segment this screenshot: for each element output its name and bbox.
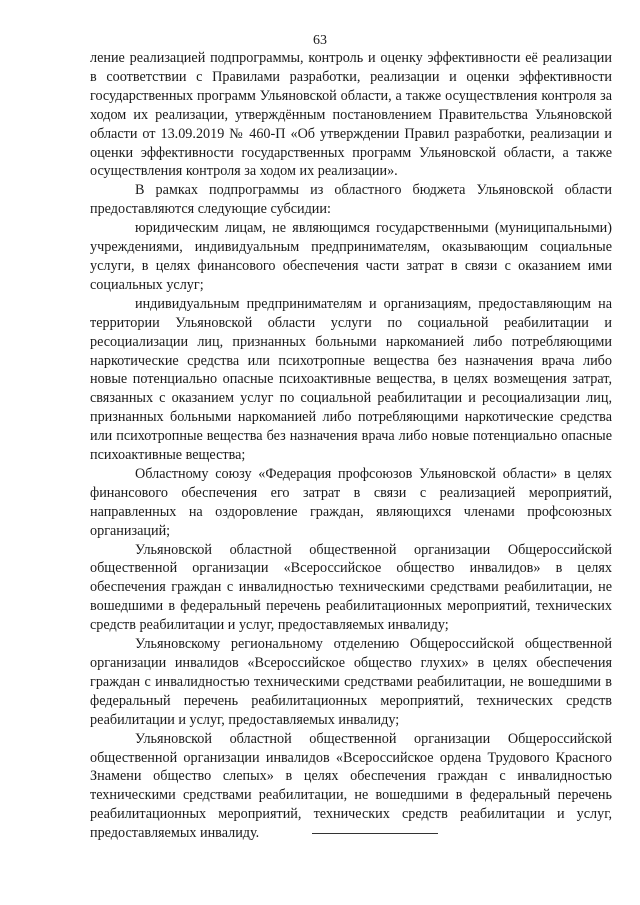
- paragraph-entrepreneurs: индивидуальным предпринимателям и организациям, предоставляющим на территории Ульяновской области услуги по социальной реабилитации и ресоциализации лиц, признанных больными наркоманией либо потребляющими наркотические средства или психотропные вещества без назначения врача либо новые потенциально опасные психоактивные вещества, в целях возмещения затрат, связанных с оказанием услуг по социальной реабилитации и ресоциализации лиц, признанных больными наркоманией либо потребляющими наркотические средства или психотропные вещества без назначения врача либо новые потенциально опасные психоактивные вещества;: [90, 295, 612, 464]
- paragraph-continuation: ление реализацией подпрограммы, контроль и оценку эффективности её реализации в соответствии с Правилами разработки, реализации и оценки эффективности государственных программ Ульяновской области, а также осуществления контроля за ходом их реализации, утверждённым постановлением Правительства Ульяновской области от 13.09.2019 № 460-П «Об утверждении Правил разработки, реализации и оценки эффективности государственных программ Ульяновской области, а также осуществления контроля за ходом их реализации».: [90, 50, 612, 180]
- paragraph-trade-unions: Областному союзу «Федерация профсоюзов Ульяновской области» в целях финансового обеспечения его затрат в связи с реализацией мероприятий, направленных на оздоровление граждан, являющихся членами профсоюзных организаций;: [90, 465, 612, 539]
- paragraph-society-disabled: Ульяновской областной общественной организации Общероссийской общественной организации «Всероссийское общество инвалидов» в целях обеспечения граждан с инвалидностью техническими средствами реабилитации, не вошедшими в федеральный перечень реабилитационных мероприятий, технических средств реабилитации и услуг, предоставляемых инвалиду;: [90, 541, 612, 634]
- page-number: 63: [313, 33, 327, 48]
- paragraph-subsidies-intro: В рамках подпрограммы из областного бюджета Ульяновской области предоставляются следующие субсидии:: [90, 182, 612, 218]
- document-body: [90, 49, 612, 843]
- paragraph-society-blind: Ульяновской областной общественной организации Общероссийской общественной организации инвалидов «Всероссийское ордена Трудового Красного Знамени общество слепых» в целях обеспечения граждан с инвалидностью техническими средствами реабилитации, не вошедшими в федеральный перечень реабилитационных мероприятий, технических средств реабилитации и услуг, предоставляемых инвалиду.: [90, 730, 612, 842]
- paragraph-society-deaf: Ульяновскому региональному отделению Общероссийской общественной организации инвалидов «Всероссийское общество глухих» в целях обеспечения граждан с инвалидностью техническими средствами реабилитации, не вошедшими в федеральный перечень реабилитационных мероприятий, технических средств реабилитации и услуг, предоставляемых инвалиду;: [90, 636, 612, 728]
- paragraph-legal-entities: юридическим лицам, не являющимся государственными (муниципальными) учреждениями, индивидуальным предпринимателям, оказывающим социальные услуги, в целях финансового обеспечения части затрат в связи с оказанием ими социальных услуг;: [90, 220, 612, 293]
- end-divider-line: [312, 833, 438, 834]
